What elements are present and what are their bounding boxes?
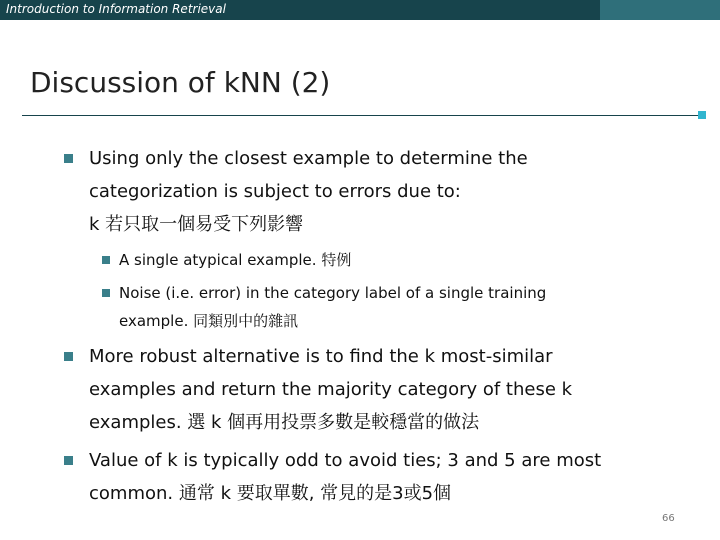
square-bullet-icon <box>102 256 110 264</box>
square-bullet-icon <box>102 289 110 297</box>
bullet-text: Value of k is typically odd to avoid ties; 3 and 5 are most common. 通常 k 要取單數, 常見的是3或5個 <box>89 450 602 504</box>
square-bullet-icon <box>64 456 73 465</box>
bullet-item <box>64 444 704 510</box>
square-bullet-icon <box>64 154 73 163</box>
bullet-item <box>64 340 704 439</box>
sub-bullet-item <box>102 279 702 335</box>
bullet-text: Using only the closest example to determine the categorization is subject to errors due to: k 若只取一個易受下列影響 <box>89 148 528 235</box>
bullet-item <box>64 142 704 241</box>
page-number: 66 <box>662 513 675 524</box>
sub-bullet-text: A single atypical example. 特例 <box>119 251 352 269</box>
square-bullet-icon <box>64 352 73 361</box>
sub-bullet-item <box>102 246 702 274</box>
bullet-text: More robust alternative is to find the k most-similar examples and return the majority category of these k examples. 選 k 個再用投票多數是較穩當的做法 <box>89 346 573 433</box>
sub-bullet-text: Noise (i.e. error) in the category label of a single training example. 同類別中的雜訊 <box>119 284 547 330</box>
slide-title: Discussion of kNN (2) <box>30 66 331 99</box>
course-title: Introduction to Information Retrieval <box>6 2 226 16</box>
